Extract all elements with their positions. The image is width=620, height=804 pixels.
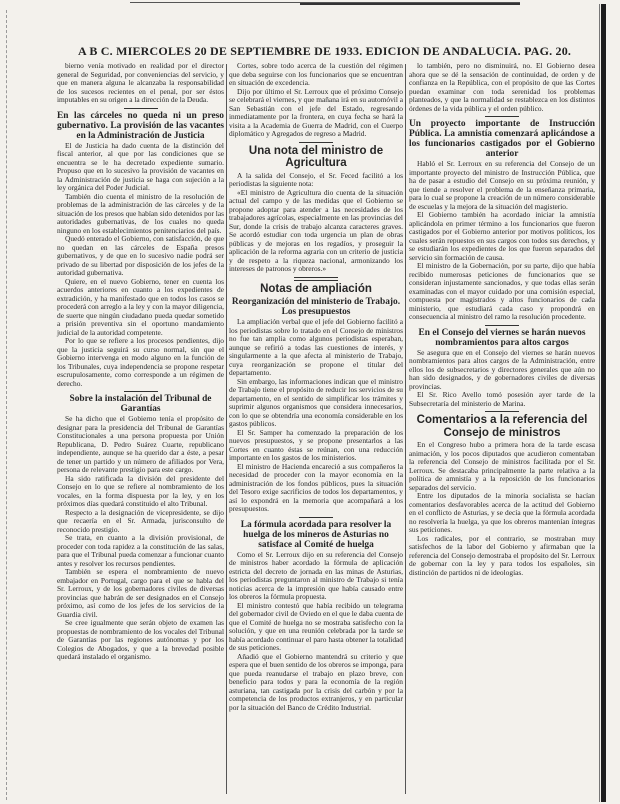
paragraph: El Gobierno también ha acordado iniciar la amnistía aplicándola en primer término a los funcionarios que fueron castigados por el Gobierno anterior por motivos políticos, los cuales serán repuestos en sus cargos con todos sus derechos, y se estudiarán los expedientes de los que fueron separados del servicio sin formación de causa. xyxy=(409,210,595,262)
page-header: A B C. MIERCOLES 20 DE SEPTIEMBRE DE 1933. EDICION DE ANDALUCIA. PAG. 20. xyxy=(78,44,572,58)
paragraph: Se trata, en cuanto a la división provisional, de proceder con toda rapidez a la constitución de las salas, para que el Tribunal pueda comenzar a funcionar cuanto antes y resolver los recursos pendientes. xyxy=(57,533,224,568)
paragraph: El de Justicia ha dado cuenta de la distinción del fiscal anterior, al que por las condiciones que se encuentra se le ha decretado expediente sumario. Propuso que en lo sucesivo la provisión de vacantes en la Administración de justicia se haga con sujeción a la ley orgánica del Poder Judicial. xyxy=(57,140,224,192)
article-continuation xyxy=(409,62,595,113)
article-body xyxy=(409,349,595,409)
binding-edge-line xyxy=(599,4,600,802)
column-rule xyxy=(405,64,406,794)
paragraph: También dio cuenta el ministro de la resolución de problemas de la administración de las cárceles y de la situación de los presos que habían sido detenidos por las autoridades gubernativas, de los cuales no queda ninguno en los establecimientos penitenciarios del país. xyxy=(57,191,224,235)
article-continuation xyxy=(57,62,224,105)
top-rule-thick xyxy=(300,3,520,5)
paragraph: El ministro contestó que había recibido un telegrama del gobernador civil de Oviedo en el que le daba cuenta de que el Comité de huelga no se mostraba satisfecho con la solución, y que en una reunión celebrada por la tarde se había acordado continuar el paro hasta obtener la totalidad de sus peticiones. xyxy=(229,600,403,652)
paragraph: Por lo que se refiere a los procesos pendientes, dijo que la justicia seguirá su curso normal, sin que el Gobierno intervenga en modo alguno en la función de los Tribunales, cuya independencia se propone respetar escrupulosamente, como corresponde a un régimen de derecho. xyxy=(57,336,224,388)
paragraph: El ministro de la Gobernación, por su parte, dijo que había recibido numerosas peticiones de funcionarios que se consideran injustamente sancionados, y que todas ellas serán examinadas con el mayor cuidado por una comisión especial, compuesta por magistrados y altos funcionarios de cada ministerio, que estudiará cada caso y propondrá en consecuencia al ministro del ramo la resolución procedente. xyxy=(409,261,595,321)
article-body xyxy=(409,441,595,577)
separator xyxy=(299,517,333,518)
paragraph: Ha sido ratificada la división del presidente del Consejo en lo que se refiere al nombramiento de los vocales, en la forma dispuesta por la ley, y en los próximos días quedará constituido el alto Tribunal. xyxy=(57,473,224,508)
column-rule xyxy=(226,64,227,794)
article-body xyxy=(57,142,224,389)
paragraph: Dijo por último el Sr. Lerroux que el próximo Consejo se celebrará el viernes, y que mañana irá en su automóvil a San Sebastián con el jefe del Estado, regresando inmediatamente por la frontera, en cuya fecha se hará la visita a la Academia de Guerra de Madrid, con el Cuerpo diplomático y Agregados de regreso a Madrid. xyxy=(229,86,404,138)
separator xyxy=(124,108,158,109)
headline-huelga-asturias: La fórmula acordada para resolver la huelga de los mineros de Asturias no satisface al Comité de huelga xyxy=(240,519,392,550)
paragraph: lo también, pero no disminuirá, no. El Gobierno desea ahora que se dé la sensación de continuidad, de orden y de confianza en la República, con el propósito de que las Cortes puedan examinar con toda serenidad los problemas planteados, y que la normalidad se restablezca en los distintos órdenes de la vida pública y el orden público. xyxy=(409,61,595,113)
paragraph: Habló el Sr. Lerroux en su referencia del Consejo de un importante proyecto del ministro de Instrucción Pública, que ha de pasar a estudio del Consejo en su próxima reunión, y que tiende a resolver el problema de la enseñanza primaria, para lo cual se propone la creación de un número considerable de escuelas y la mejora de la situación del magisterio. xyxy=(409,159,595,211)
article-body xyxy=(229,318,403,514)
paragraph: Quedó enterado el Gobierno, con satisfacción, de que no quedan en las cárceles de España presos gubernativos, y de que en lo sucesivo nadie podrá ser privado de su libertad por disposición de los jefes de la autoridad gubernativa. xyxy=(57,234,224,277)
paragraph: Quiere, en el nuevo Gobierno, tener en cuenta los acuerdos anteriores en cuanto a los expedientes de extradición, y ha manifestado que en todos los casos se procederá con arreglo a la ley y con la mayor diligencia, de suerte que ningún ciudadano pueda quedar sometido a prisión preventiva sin el oportuno mandamiento judicial de la autoridad competente. xyxy=(57,276,224,337)
paragraph: Se ha dicho que el Gobierno tenía el propósito de designar para la presidencia del Tribunal de Garantías Constitucionales a una persona propuesta por Unión Republicana, D. Pedro Suárez Cuarte, republicano independiente, aunque se ha querido dar a éste, a pesar de tener un partido y un número de afiliados por Vera, persona de relevante prestigio para este cargo. xyxy=(57,414,224,474)
paragraph: «El ministro de Agricultura dio cuenta de la situación actual del campo y de las medidas que el Gobierno se propone adoptar para atender a las necesidades de los trabajadores agrícolas, especialmente en las provincias del Sur, donde la crisis de trabajo alcanza caracteres graves. Se acordó estudiar con toda urgencia un plan de obras públicas y de mejoras en los regadíos, y proseguir la aplicación de la reforma agraria con un criterio de justicia y de respeto a la riqueza nacional, armonizando los intereses de patronos y obreros.» xyxy=(229,187,403,273)
article-body xyxy=(229,551,403,713)
article-body xyxy=(409,160,595,322)
headline-trabajo: Reorganización del ministerio de Trabajo. Los presupuestos xyxy=(231,297,401,317)
separator xyxy=(485,325,519,326)
paragraph: También se espera el nombramiento de nuevo embajador en Portugal, cargo para el que se habla del Sr. Lerroux, y de los gobernadores civiles de diversas provincias que habrán de ser designados en el Consejo próximo, así como de los jefes de los servicios de la Guardia civil. xyxy=(57,567,224,619)
separator xyxy=(299,142,333,143)
paragraph: El ministro de Hacienda encareció a sus compañeros la necesidad de proceder con la mayor economía en la administración de los fondos públicos, pues la situación del Tesoro exige sacrificios de todos los departamentos, y así lo expondrá en la memoria que acompañará a los presupuestos. xyxy=(229,461,403,513)
separator xyxy=(124,391,158,392)
paragraph: Respecto a la designación de vicepresidente, se dijo que recaería en el Sr. Armada, jurisconsulto de reconocido prestigio. xyxy=(57,507,224,534)
paragraph: El Sr. Rico Avello tomó posesión ayer tarde de la Subsecretaría del ministerio de Marina. xyxy=(409,390,595,408)
paragraph: Cortes, sobre todo acerca de la cuestión del régimen que deba seguirse con los funcionarios que se encuentran en situación de excedencia. xyxy=(229,61,403,87)
left-margin-marks xyxy=(6,10,8,800)
column-3 xyxy=(409,62,595,577)
paragraph: Como el Sr. Lerroux dijo en su referencia del Consejo de ministros haber acordado la fórmula de aplicación estricta del decreto de jornada en las minas de Asturias, los periodistas preguntaron al ministro de Trabajo si tenía noticias acerca de la impresión que había causado entre los obreros la fórmula propuesta. xyxy=(229,549,403,601)
headline-agricultura: Una nota del ministro de Agricultura xyxy=(248,144,384,169)
paragraph: La ampliación verbal que el jefe del Gobierno facilitó a los periodistas sobre lo tratado en el Consejo de ministros no fue tan amplia como algunos periodistas esperaban, aunque se refirió a todas las cuestiones de interés, y singularmente a la que afecta al ministerio de Trabajo, cuya reorganización se propone el titular del departamento. xyxy=(229,317,403,377)
headline-consejo-viernes: En el Consejo del viernes se harán nuevos nombramientos para altos cargos xyxy=(418,327,586,348)
article-continuation xyxy=(229,62,403,139)
paragraph: El Sr. Samper ha comenzado la preparación de los nuevos presupuestos, y se propone presentarlos a las Cortes en cuanto éstas se reúnan, con una reducción importante en los gastos de los ministerios. xyxy=(229,427,403,462)
article-body xyxy=(229,172,403,274)
paragraph: Los radicales, por el contrario, se mostraban muy satisfechos de la labor del Gobierno y afirmaban que la referencia del Consejo demostraba el propósito del Sr. Lerroux de gobernar con la ley y para todos los españoles, sin distinción de partidos ni de ideologías. xyxy=(409,533,595,577)
headline-tribunal-garantias: Sobre la instalación del Tribunal de Garantías xyxy=(69,394,212,414)
paragraph: En el Congreso hubo a primera hora de la tarde escasa animación, y los pocos diputados que acudieron comentaban la referencia del Consejo de ministros facilitada por el Sr. Lerroux. Se destacaba principalmente la parte relativa a la política de amnistía y a la reposición de los funcionarios separados del servicio. xyxy=(409,440,595,492)
headline-comentarios: Comentarios a la referencia del Consejo de ministros xyxy=(416,414,588,439)
headline-carceles: En las cárceles no queda ni un preso gubernativo. La provisión de las vacantes en la Administración de Justicia xyxy=(57,110,224,141)
paragraph: bierno venía motivado en realidad por el director general de Seguridad, por conveniencias del servicio, y que en manera alguna le alcanzaba la responsabilidad de los sucesos recientes en el penal, por ser éstos imputables en su origen a la dirección de la Deuda. xyxy=(57,61,224,104)
binding-edge xyxy=(601,4,606,802)
paragraph: A la salida del Consejo, el Sr. Feced facilitó a los periodistas la siguiente nota: xyxy=(229,170,403,188)
paragraph: Se cree igualmente que serán objeto de examen las propuestas de nombramiento de los vocales del Tribunal de Garantías por las regiones autónomas y por los Colegios de Abogados, y que a la brevedad posible quedará instalado el organismo. xyxy=(57,618,224,661)
paragraph: Se asegura que en el Consejo del viernes se harán nuevos nombramientos para altos cargos de la Administración, entre ellos los de subsecretarios y directores generales que aún no han sido designados, y de gobernadores civiles de diversas provincias. xyxy=(409,347,595,391)
separator xyxy=(485,116,519,117)
separator xyxy=(485,411,519,412)
paragraph: Sin embargo, las informaciones indican que el ministro de Trabajo tiene el propósito de reducir los servicios de su departamento, en el sentido de simplificar los trámites y suprimir algunos organismos que considera innecesarios, con lo que se obtendría una economía considerable en los gastos públicos. xyxy=(229,376,403,428)
headline-instruccion-publica: Un proyecto importante de Instrucción Pública. La amnistía comenzará aplicándose a los funcionarios castigados por el Gobierno anterior xyxy=(409,119,595,159)
paragraph: Añadió que el Gobierno mantendrá su criterio y que espera que el buen sentido de los obreros se imponga, para que pueda reanudarse el trabajo en plazo breve, con beneficio para todos y para la economía de la región asturiana, tan castigada por la crisis del carbón y por la competencia de los productos extranjeros, y en particular por la situación del Banco de Crédito Industrial. xyxy=(229,651,403,712)
column-2 xyxy=(229,62,403,712)
separator xyxy=(294,277,338,281)
column-1 xyxy=(57,62,224,662)
article-body xyxy=(57,415,224,662)
paragraph: Entre los diputados de la minoría socialista se hacían comentarios desfavorables acerca de la actitud del Gobierno en el conflicto de Asturias, y se decía que la fórmula acordada no resolvería la huelga, ya que los obreros mantenían íntegras sus peticiones. xyxy=(409,491,595,534)
section-title-notas: Notas de ampliación xyxy=(260,282,372,295)
